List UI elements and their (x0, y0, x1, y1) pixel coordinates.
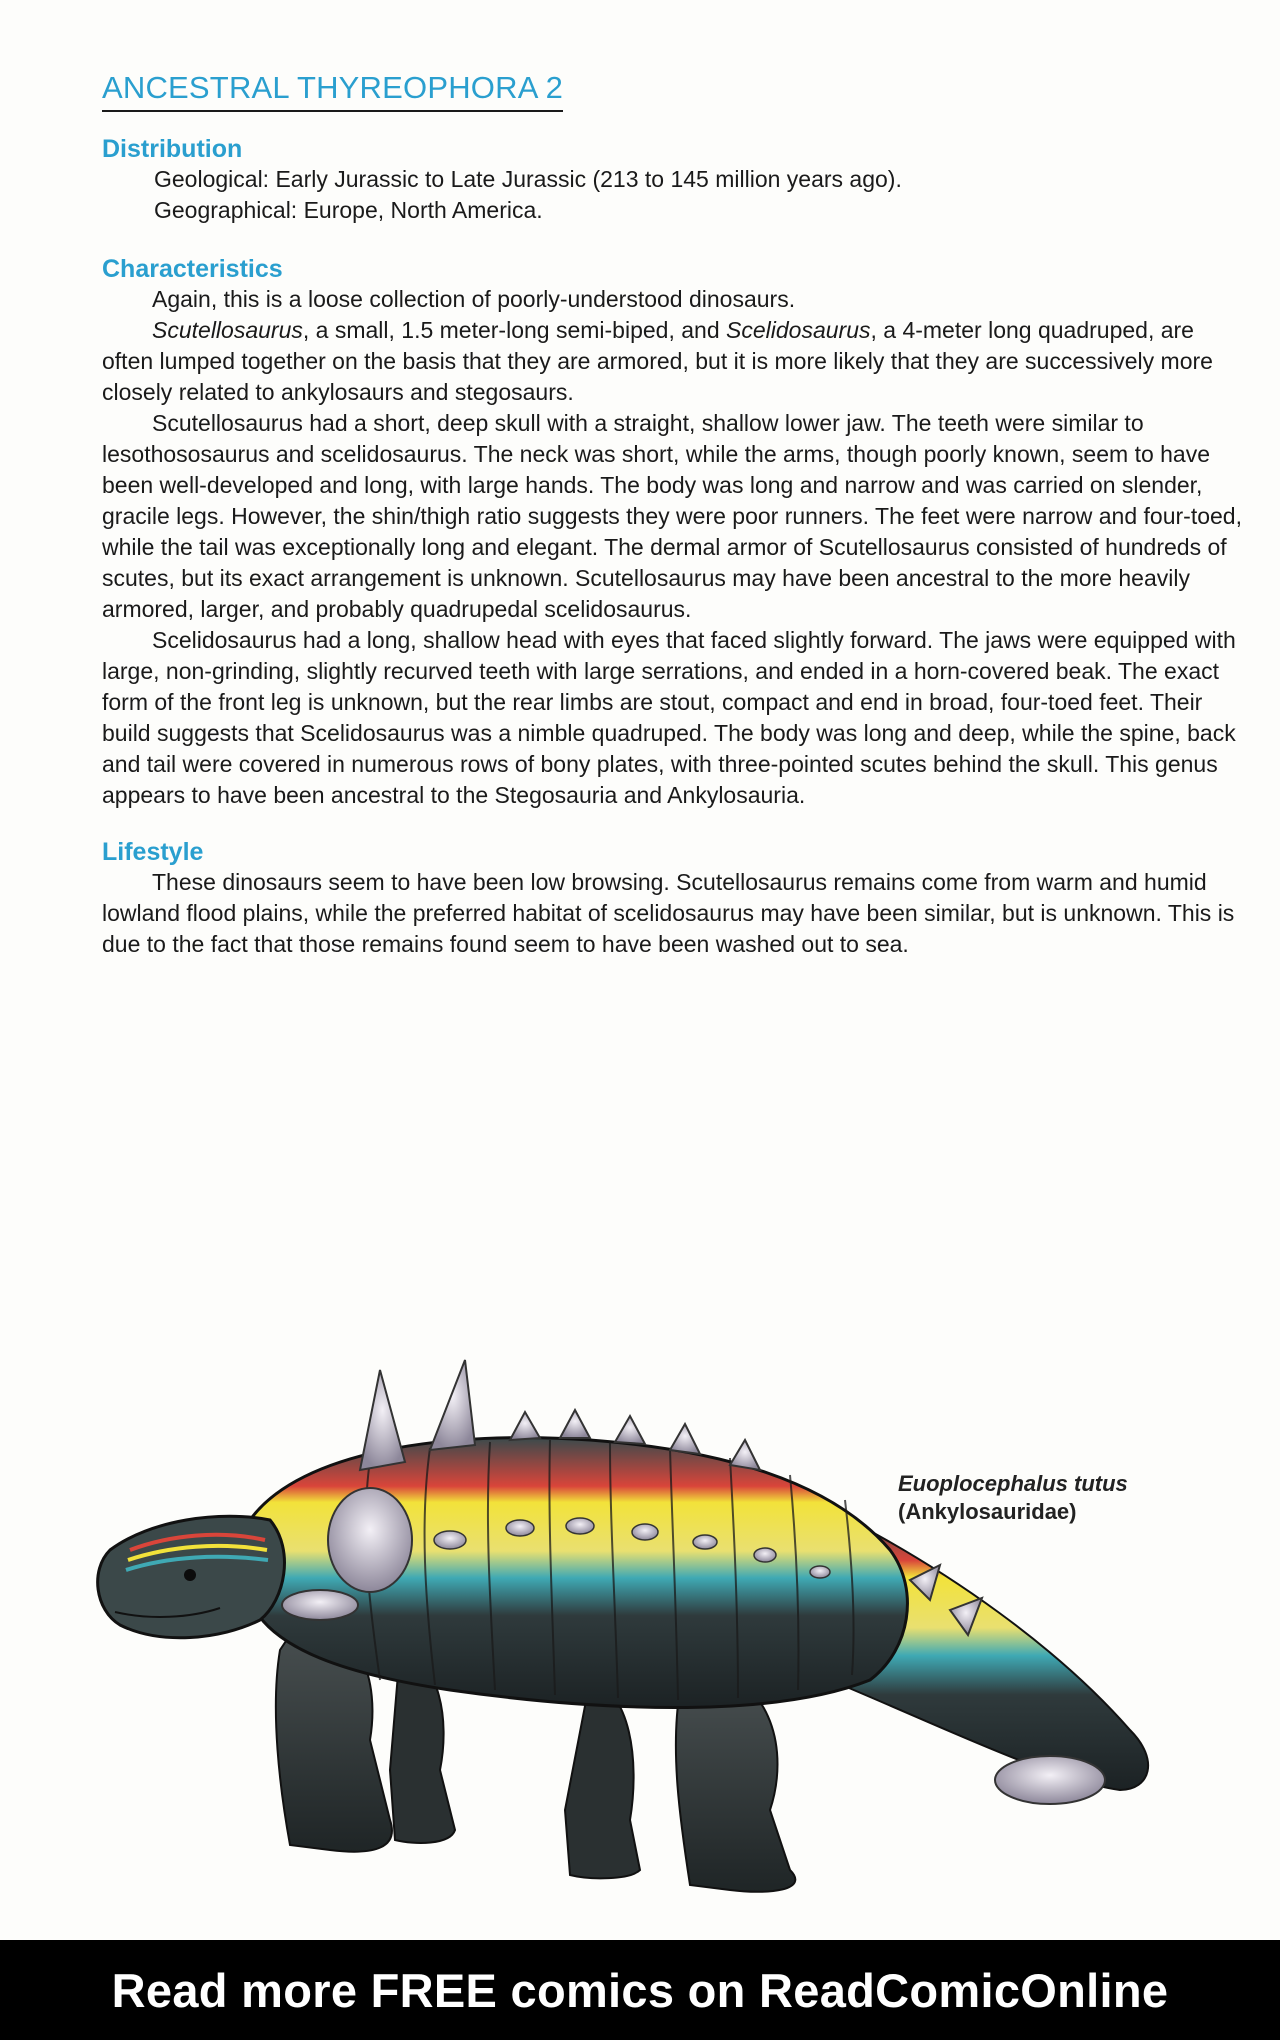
banner-text[interactable]: Read more FREE comics on ReadComicOnline (111, 1963, 1169, 2017)
paragraph-2-mid: , a small, 1.5 meter-long semi-biped, and (302, 317, 727, 343)
characteristics-paragraph-1: Again, this is a loose collection of poorly-understood dinosaurs. (152, 286, 796, 312)
characteristics-paragraph-3: Scutellosaurus had a short, deep skull with a straight, shallow lower jaw. The teeth were similar to lesothososaurus and scelidosaurus. The neck was short, while the arms, though poorly known, seem to have been well-developed and long, with large hands. The body was long and narrow and was carried on slender, gracile legs. However, the shin/thigh ratio suggests they were poor runners. The feet were narrow and four-toed, while the tail was exceptionally long and elegant. The dermal armor of Scutellosaurus consisted of hundreds of scutes, but its exact arrangement is unknown. Scutellosaurus may have been ancestral to the more heavily armored, larger, and probably quadrupedal scelidosaurus. (102, 410, 1242, 622)
caption-family: (Ankylosauridae) (898, 1499, 1077, 1524)
ankylosaur-illustration (70, 1350, 1180, 1950)
scutellosaurus-term: Scutellosaurus (152, 317, 303, 343)
promo-banner[interactable] (0, 1940, 1280, 2040)
characteristics-paragraph-4: Scelidosaurus had a long, shallow head with eyes that faced slightly forward. The jaws were equipped with large, non-grinding, slightly recurved teeth with large serrations, and ended in a horn-covered beak. The exact form of the front leg is unknown, but the rear limbs are stout, compact and end in broad, four-toed feet. Their build suggests that Scelidosaurus was a nimble quadruped. The body was long and deep, while the spine, back and tail were covered in numerous rows of bony plates, with three-pointed scutes behind the skull. This genus appears to have been ancestral to the Stegosauria and Ankylosauria. (102, 627, 1236, 808)
shoulder-plate (328, 1488, 412, 1592)
lifestyle-heading: Lifestyle (102, 838, 204, 866)
page-title: ANCESTRAL THYREOPHORA 2 (102, 70, 563, 112)
distribution-heading: Distribution (102, 135, 243, 163)
far-hind-leg (565, 1680, 640, 1878)
tail-club (995, 1756, 1105, 1804)
lifestyle-paragraph: These dinosaurs seem to have been low browsing. Scutellosaurus remains come from warm and humid lowland flood plains, while the preferred habitat of scelidosaurus may have been similar, but is unknown. This is due to the fact that those remains found seem to have been washed out to sea. (102, 869, 1235, 957)
article (102, 70, 1242, 960)
figure-caption (898, 1470, 1128, 1526)
characteristics-paragraph-2 (102, 315, 1242, 408)
scelidosaurus-term: Scelidosaurus (726, 317, 871, 343)
eye (184, 1569, 196, 1581)
characteristics-heading: Characteristics (102, 255, 283, 283)
cheek-horn (282, 1590, 358, 1620)
geographical-line: Geographical: Europe, North America. (154, 197, 543, 223)
geological-line: Geological: Early Jurassic to Late Jurassic (213 to 145 million years ago). (154, 166, 902, 192)
paragraph-2-rest: , a 4-meter long quadruped, are often lumped together on the basis that they are armored, but it is more likely that they are successively more closely related to ankylosaurs and stegosaurs. (102, 317, 1213, 405)
caption-species: Euoplocephalus tutus (898, 1471, 1128, 1496)
